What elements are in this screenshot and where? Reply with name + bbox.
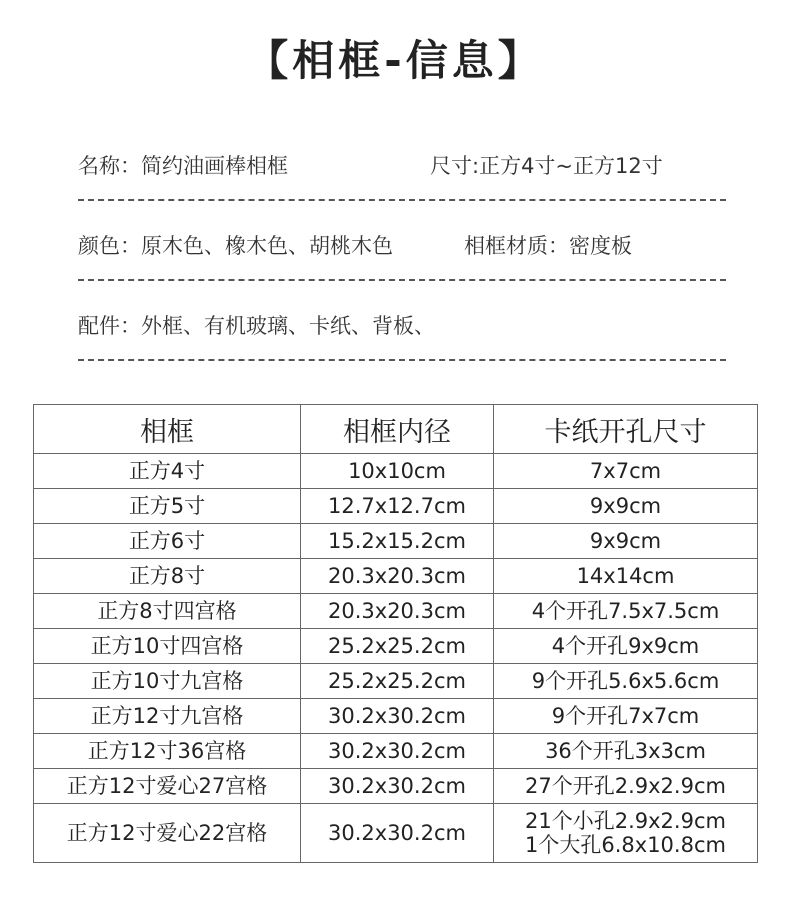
dashed-divider bbox=[78, 359, 726, 361]
cell-frame: 正方4寸 bbox=[34, 454, 301, 489]
cell-mat-opening: 9个开孔7x7cm bbox=[494, 699, 758, 734]
cell-frame: 正方8寸 bbox=[34, 559, 301, 594]
table-row bbox=[34, 769, 758, 804]
product-name: 名称：简约油画棒相框 bbox=[78, 154, 288, 178]
cell-inner-size: 30.2x30.2cm bbox=[301, 769, 494, 804]
info-row-parts bbox=[78, 282, 726, 362]
table-row bbox=[34, 734, 758, 769]
product-size: 尺寸:正方4寸~正方12寸 bbox=[430, 154, 663, 178]
info-row-name-size bbox=[78, 122, 726, 202]
cell-frame: 正方12寸爱心22宫格 bbox=[34, 804, 301, 863]
cell-frame: 正方10寸四宫格 bbox=[34, 629, 301, 664]
header-frame: 相框 bbox=[34, 405, 301, 454]
cell-mat-opening bbox=[494, 804, 758, 863]
mat-opening-small-holes: 21个小孔2.9x2.9cm bbox=[525, 809, 726, 833]
cell-frame: 正方5寸 bbox=[34, 489, 301, 524]
dashed-divider bbox=[78, 279, 726, 281]
cell-inner-size: 30.2x30.2cm bbox=[301, 699, 494, 734]
table-row bbox=[34, 594, 758, 629]
cell-frame: 正方10寸九宫格 bbox=[34, 664, 301, 699]
cell-inner-size: 15.2x15.2cm bbox=[301, 524, 494, 559]
product-info bbox=[78, 122, 726, 362]
cell-mat-opening: 4个开孔7.5x7.5cm bbox=[494, 594, 758, 629]
spec-table bbox=[33, 404, 758, 863]
table-row bbox=[34, 699, 758, 734]
header-mat-opening: 卡纸开孔尺寸 bbox=[494, 405, 758, 454]
cell-mat-opening: 27个开孔2.9x2.9cm bbox=[494, 769, 758, 804]
table-row bbox=[34, 804, 758, 863]
cell-mat-opening: 14x14cm bbox=[494, 559, 758, 594]
table-row bbox=[34, 489, 758, 524]
cell-inner-size: 25.2x25.2cm bbox=[301, 664, 494, 699]
table-header-row bbox=[34, 405, 758, 454]
table-row bbox=[34, 524, 758, 559]
cell-mat-opening: 9个开孔5.6x5.6cm bbox=[494, 664, 758, 699]
product-material: 相框材质：密度板 bbox=[464, 234, 632, 258]
table-row bbox=[34, 664, 758, 699]
cell-inner-size: 30.2x30.2cm bbox=[301, 804, 494, 863]
mat-opening-large-hole: 1个大孔6.8x10.8cm bbox=[525, 833, 726, 857]
product-parts: 配件：外框、有机玻璃、卡纸、背板、 bbox=[78, 314, 435, 338]
cell-mat-opening: 9x9cm bbox=[494, 524, 758, 559]
cell-frame: 正方12寸爱心27宫格 bbox=[34, 769, 301, 804]
cell-inner-size: 10x10cm bbox=[301, 454, 494, 489]
cell-mat-opening: 9x9cm bbox=[494, 489, 758, 524]
product-color: 颜色：原木色、橡木色、胡桃木色 bbox=[78, 234, 393, 258]
cell-mat-opening: 36个开孔3x3cm bbox=[494, 734, 758, 769]
cell-frame: 正方12寸36宫格 bbox=[34, 734, 301, 769]
header-inner-size: 相框内径 bbox=[301, 405, 494, 454]
cell-frame: 正方12寸九宫格 bbox=[34, 699, 301, 734]
table-row bbox=[34, 629, 758, 664]
cell-mat-opening: 7x7cm bbox=[494, 454, 758, 489]
cell-inner-size: 25.2x25.2cm bbox=[301, 629, 494, 664]
cell-inner-size: 20.3x20.3cm bbox=[301, 594, 494, 629]
info-row-color-material bbox=[78, 202, 726, 282]
dashed-divider bbox=[78, 199, 726, 201]
cell-inner-size: 12.7x12.7cm bbox=[301, 489, 494, 524]
cell-mat-opening: 4个开孔9x9cm bbox=[494, 629, 758, 664]
cell-frame: 正方6寸 bbox=[34, 524, 301, 559]
cell-frame: 正方8寸四宫格 bbox=[34, 594, 301, 629]
cell-inner-size: 20.3x20.3cm bbox=[301, 559, 494, 594]
page-title: 【相框-信息】 bbox=[246, 36, 544, 85]
table-row bbox=[34, 559, 758, 594]
cell-inner-size: 30.2x30.2cm bbox=[301, 734, 494, 769]
table-row bbox=[34, 454, 758, 489]
